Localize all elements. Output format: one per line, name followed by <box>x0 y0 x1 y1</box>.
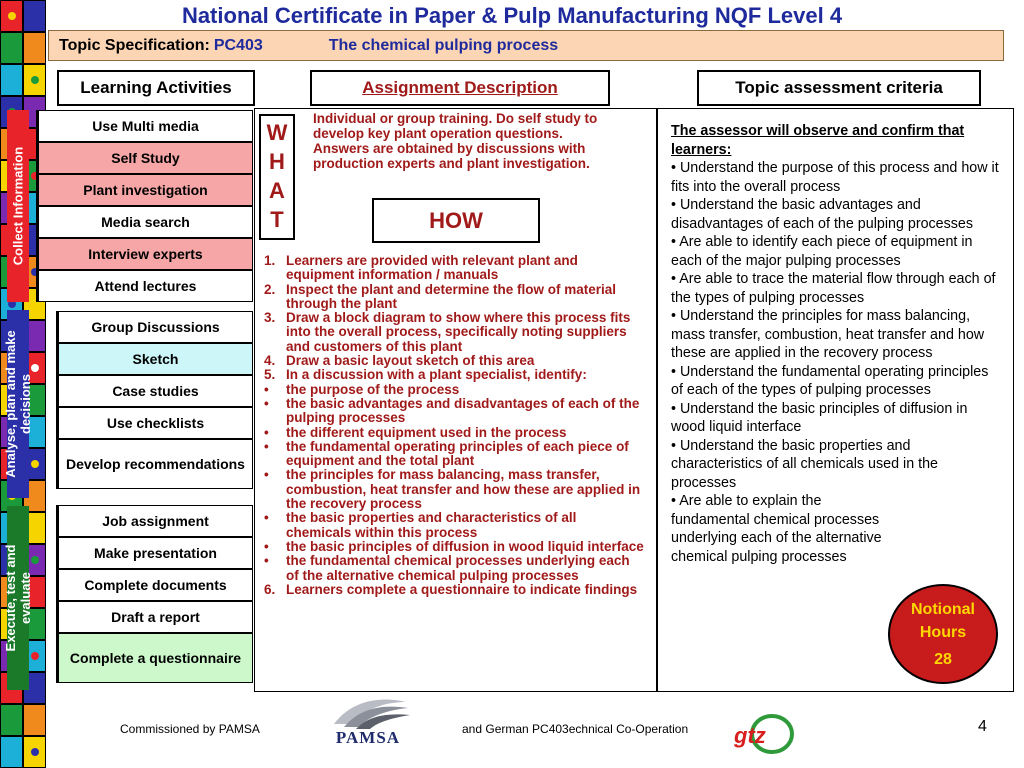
step-text: Draw a basic layout sketch of this area <box>286 353 535 369</box>
step-text: the basic advantages and disadvantages of each of the pulping processes <box>286 395 640 426</box>
decorative-tile <box>23 736 46 768</box>
column-divider <box>656 108 658 692</box>
activity-job-assignment[interactable]: Job assignment <box>56 505 253 537</box>
step-marker: 1. <box>264 253 276 268</box>
decorative-tile <box>23 704 46 736</box>
decorative-tile <box>0 704 23 736</box>
step-marker: • <box>264 553 269 569</box>
how-step <box>262 511 644 540</box>
assignment-description-header[interactable]: Assignment Description <box>310 70 610 106</box>
section-analyse-label: Analyse, plan and make decisions <box>3 330 33 478</box>
how-step <box>262 354 644 368</box>
decorative-tile <box>0 32 23 64</box>
activity-self-study[interactable]: Self Study <box>36 142 253 174</box>
collect-activities <box>36 110 253 302</box>
how-step <box>262 468 644 511</box>
step-text: the different equipment used in the process <box>286 424 567 440</box>
section-execute-test <box>3 506 33 690</box>
step-text: Learners are provided with relevant plant and equipment information / manuals <box>286 253 578 283</box>
what-box <box>259 114 295 240</box>
how-step <box>262 554 644 583</box>
topic-label: Topic Specification: <box>59 37 210 54</box>
decorative-tile <box>0 0 23 32</box>
decorative-tile <box>0 736 23 768</box>
activity-plant-investigation[interactable]: Plant investigation <box>36 174 253 206</box>
how-step <box>262 426 644 440</box>
activity-make-presentation[interactable]: Make presentation <box>56 537 253 569</box>
criteria-item: • Understand the purpose of this process and how it fits into the overall process <box>671 160 999 195</box>
step-marker: 4. <box>264 353 276 369</box>
activity-interview-experts[interactable]: Interview experts <box>36 238 253 270</box>
activity-attend-lectures[interactable]: Attend lectures <box>36 270 253 302</box>
criteria-item: • Are able to explain the fundamental chemical processes underlying each of the alternative chemical pulping processes <box>671 493 882 565</box>
what-letter: A <box>269 178 285 203</box>
step-text: the basic properties and characteristics of all chemicals within this process <box>286 510 577 540</box>
criteria-item: • Understand the basic properties and characteristics of all chemicals used in the processes <box>671 437 938 491</box>
step-marker: • <box>264 381 269 397</box>
pamsa-logo <box>322 694 414 760</box>
activity-use-checklists[interactable]: Use checklists <box>56 407 253 439</box>
step-marker: • <box>264 467 269 483</box>
how-steps-list <box>262 254 644 597</box>
analyse-activities <box>56 311 253 489</box>
assessment-criteria-header: Topic assessment criteria <box>697 70 981 106</box>
how-step <box>262 311 644 354</box>
topic-code: PC403 <box>213 37 263 54</box>
section-execute-label: Execute, test and evaluate <box>3 544 33 652</box>
footer-commissioned: Commissioned by PAMSA <box>120 722 260 736</box>
activity-complete-documents[interactable]: Complete documents <box>56 569 253 601</box>
gtz-logo <box>728 713 798 755</box>
notional-hours-badge <box>888 584 998 684</box>
topic-specification-bar <box>48 30 1004 61</box>
step-marker: • <box>264 424 269 440</box>
activity-sketch[interactable]: Sketch <box>56 343 253 375</box>
step-text: Draw a block diagram to show where this process fits into the overall process, specifically noting suppliers and customers of this plant <box>286 310 631 354</box>
criteria-item: • Understand the fundamental operating principles of each of the types of pulping processes <box>671 363 989 398</box>
how-step <box>262 383 644 397</box>
step-marker: • <box>264 438 269 454</box>
step-marker: 2. <box>264 281 276 297</box>
what-description: Individual or group training. Do self study to develop key plant operation questions. Answers are obtained by discussions with production experts and plant investigation. <box>313 111 598 171</box>
activity-group-discussions[interactable]: Group Discussions <box>56 311 253 343</box>
decorative-tile <box>23 0 46 32</box>
criteria-item: • Are able to trace the material flow through each of the types of pulping processes <box>671 271 996 306</box>
step-text: Inspect the plant and determine the flow of material through the plant <box>286 281 617 311</box>
step-marker: 5. <box>264 367 276 383</box>
criteria-item: • Are able to identify each piece of equipment in each of the major pulping processes <box>671 234 973 269</box>
what-letter: T <box>270 207 284 232</box>
how-step <box>262 440 644 469</box>
step-text: the basic principles of diffusion in wood liquid interface <box>286 538 644 554</box>
criteria-item: • Understand the basic advantages and disadvantages of each of the pulping processes <box>671 197 974 232</box>
decorative-tile <box>23 32 46 64</box>
decorative-tile <box>23 64 46 96</box>
step-text: the purpose of the process <box>286 381 460 397</box>
decorative-tile <box>0 64 23 96</box>
step-text: the principles for mass balancing, mass transfer, combustion, heat transfer and how these are applied in the recovery process <box>286 467 641 512</box>
topic-name: The chemical pulping process <box>328 37 559 54</box>
step-text: Learners complete a questionnaire to indicate findings <box>286 581 638 597</box>
criteria-item: • Understand the basic principles of diffusion in wood liquid interface <box>671 400 968 435</box>
how-step <box>262 283 644 312</box>
activity-complete-a-questionnaire[interactable]: Complete a questionnaire <box>56 633 253 683</box>
step-text: In a discussion with a plant specialist, identify: <box>286 367 587 383</box>
activity-draft-a-report[interactable]: Draft a report <box>56 601 253 633</box>
section-analyse-plan <box>3 310 33 498</box>
activity-use-multi-media[interactable]: Use Multi media <box>36 110 253 142</box>
notional-hours-value: 28 <box>934 651 952 668</box>
section-collect-information <box>7 110 29 302</box>
how-box: HOW <box>372 198 540 243</box>
page-title: National Certificate in Paper & Pulp Manufacturing NQF Level 4 <box>181 3 843 28</box>
activity-case-studies[interactable]: Case studies <box>56 375 253 407</box>
criteria-heading: The assessor will observe and confirm that learners: <box>671 123 965 158</box>
notional-hours-label: Notional Hours <box>911 601 975 641</box>
step-marker: 6. <box>264 581 276 597</box>
how-step <box>262 368 644 382</box>
step-text: the fundamental chemical processes underlying each of the alternative chemical pulping processes <box>286 553 630 583</box>
how-step <box>262 540 644 554</box>
step-marker: • <box>264 395 269 411</box>
step-text: the fundamental operating principles of each piece of equipment and the total plant <box>286 438 629 469</box>
how-step <box>262 254 644 283</box>
assessment-criteria-text <box>671 122 1001 566</box>
footer-cooperation: and German PC403echnical Co-Operation <box>462 722 689 736</box>
what-letter: W <box>266 120 288 145</box>
activity-develop-recommendations[interactable]: Develop recommendations <box>56 439 253 489</box>
criteria-item: • Understand the principles for mass balancing, mass transfer, combustion, heat transfer and how these are applied in the recovery process <box>671 308 985 361</box>
pamsa-wordmark: PAMSA <box>335 728 401 747</box>
step-marker: • <box>264 538 269 554</box>
execute-activities <box>56 505 253 683</box>
activity-media-search[interactable]: Media search <box>36 206 253 238</box>
page-number: 4 <box>978 718 987 735</box>
what-letter: H <box>269 149 285 174</box>
step-marker: • <box>264 510 269 526</box>
how-step <box>262 397 644 426</box>
section-collect-label: Collect Information <box>10 146 26 266</box>
learning-activities-header: Learning Activities <box>57 70 255 106</box>
how-step <box>262 583 644 597</box>
svg-text:gtz: gtz <box>734 723 766 748</box>
step-marker: 3. <box>264 310 276 326</box>
